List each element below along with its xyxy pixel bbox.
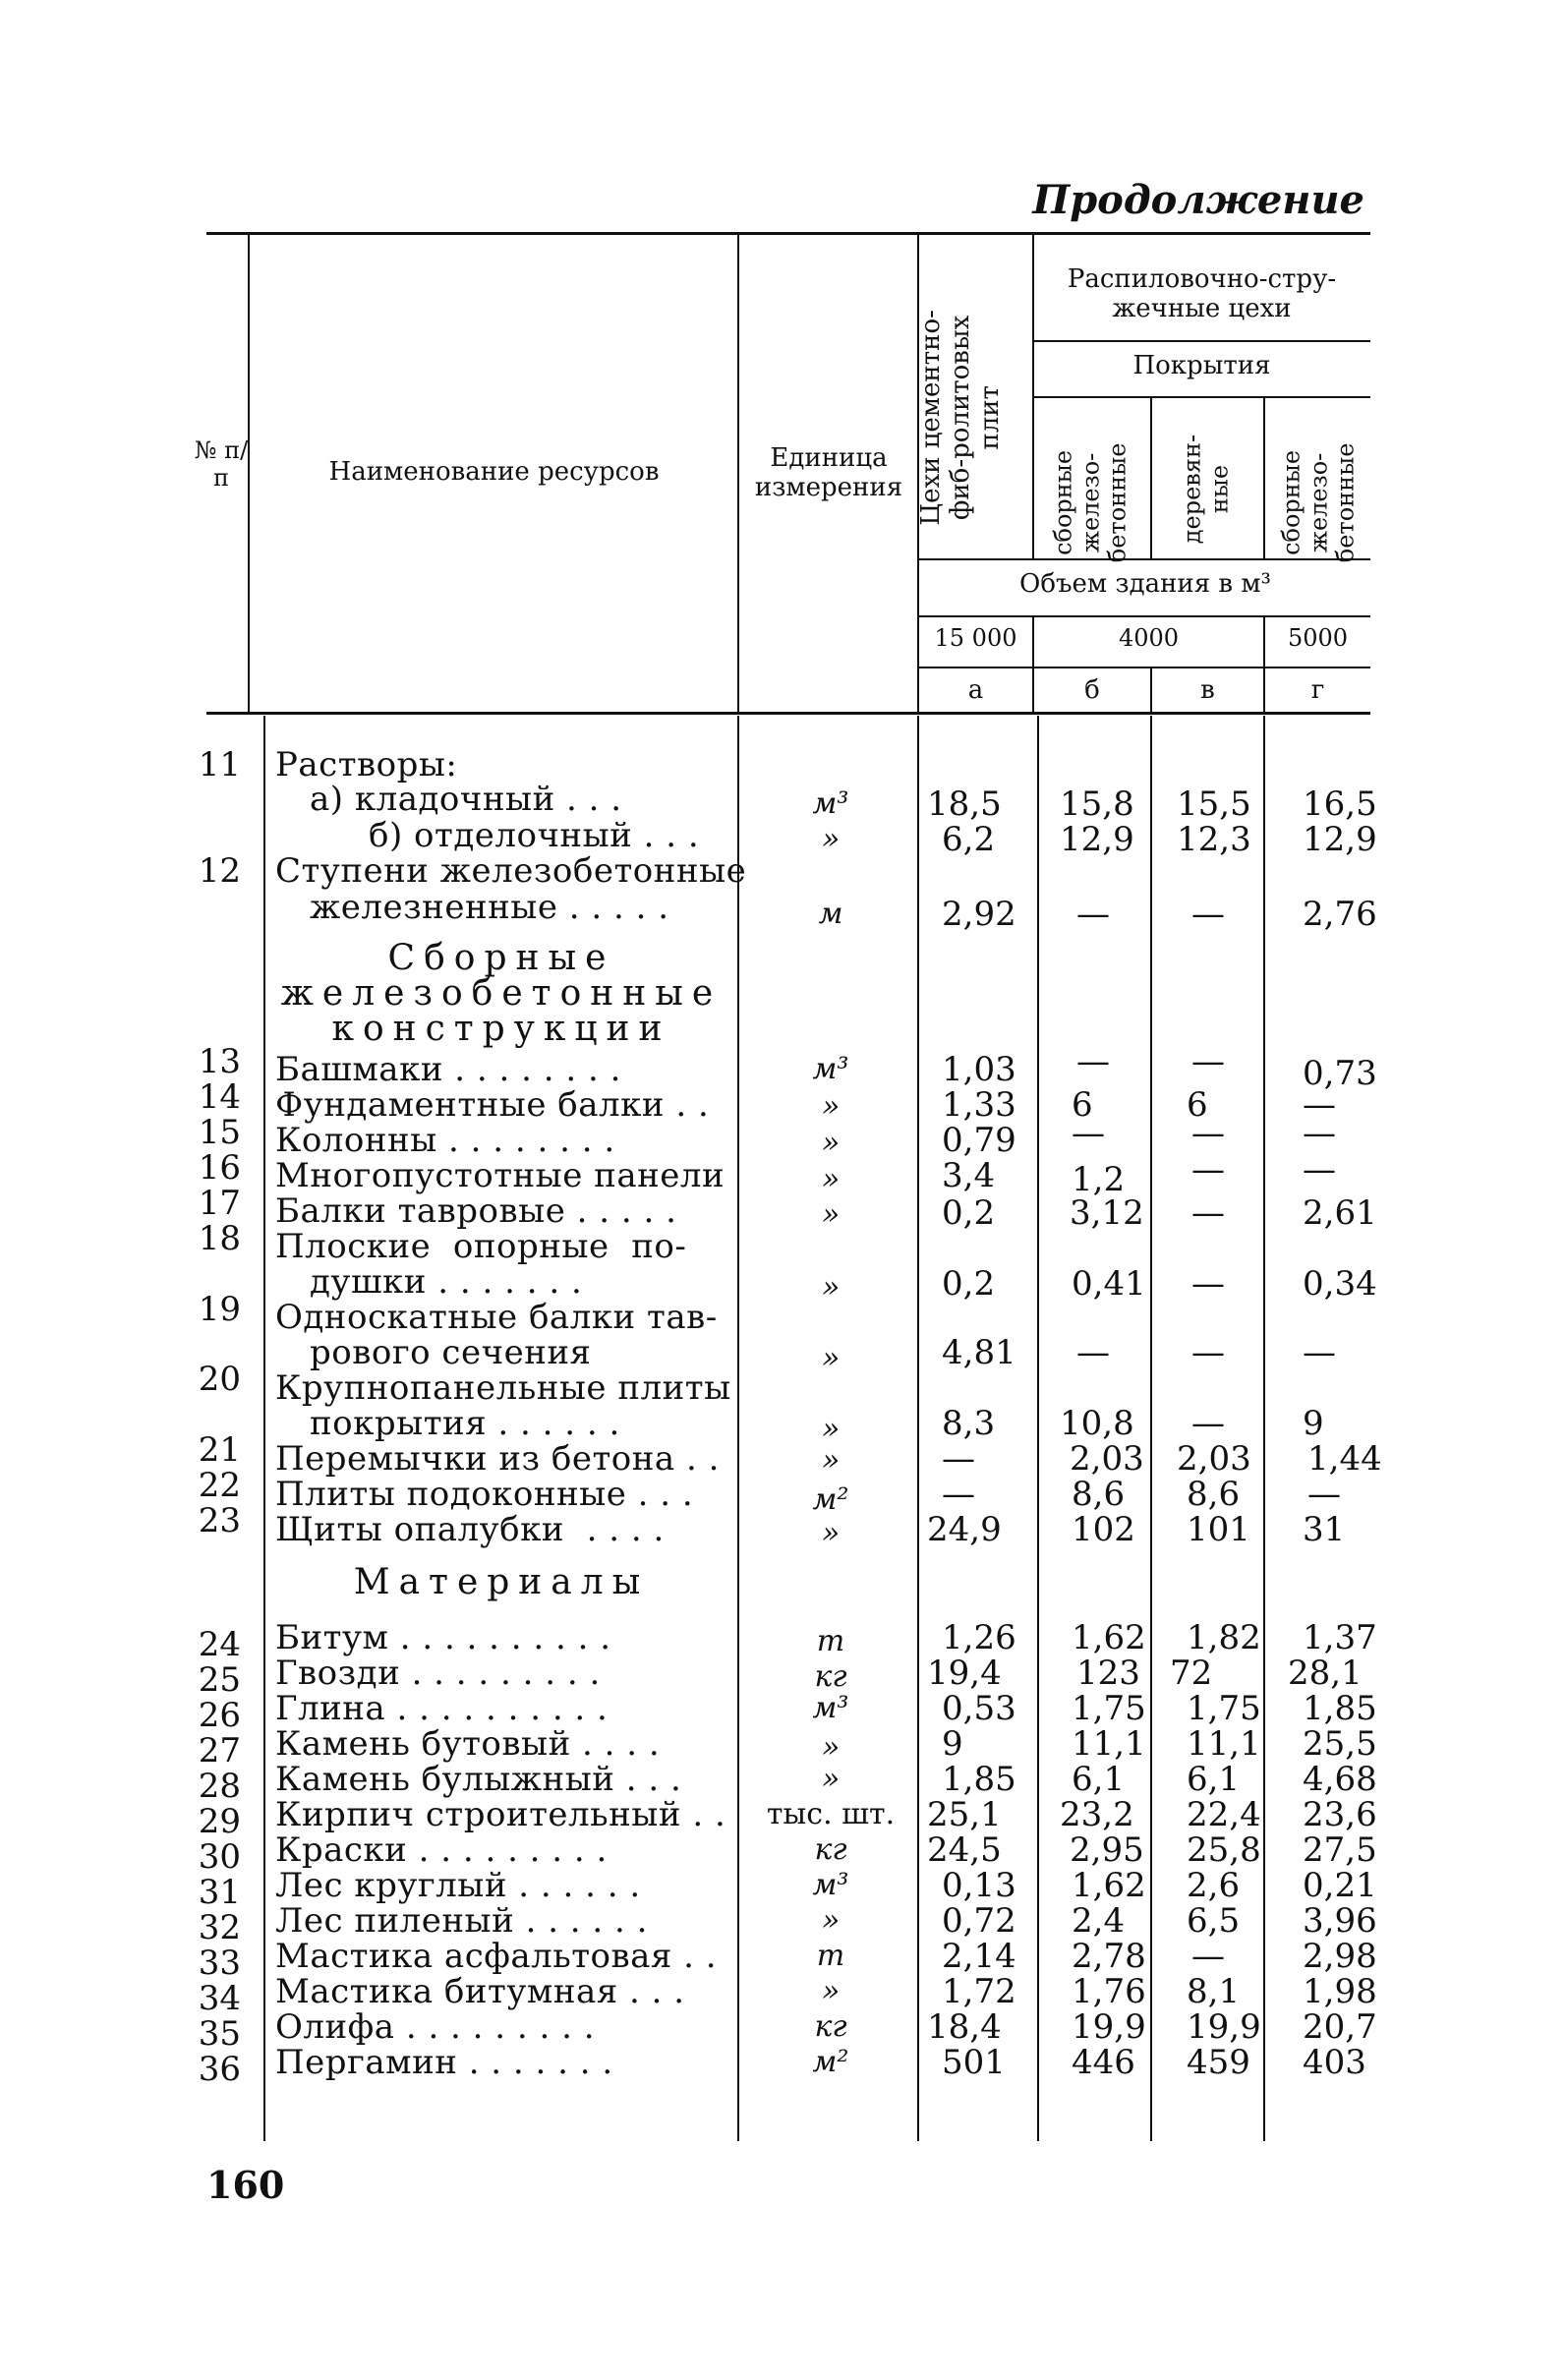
header-col-a: а (967, 675, 984, 705)
body-divider (263, 716, 265, 2141)
row-name: Гвозди . . . . . . . . . (275, 1654, 601, 1693)
row-num: 21 (198, 1430, 241, 1470)
row-val-a: 0,72 (942, 1901, 1016, 1941)
header-vol-bc: 4000 (1118, 624, 1180, 652)
row-val-d: 1,37 (1303, 1618, 1377, 1657)
row-num: 29 (198, 1802, 241, 1841)
row-val-d: 2,61 (1303, 1193, 1377, 1233)
row-val-d: 9 (1303, 1404, 1324, 1443)
row-name: Плиты подоконные . . . (275, 1475, 694, 1514)
header-vol-a: 15 000 (934, 624, 1017, 652)
header-prefab-2: сборные железо-бетонные (1277, 442, 1360, 563)
row-num: 20 (198, 1360, 241, 1399)
row-val-a: 1,33 (942, 1085, 1016, 1125)
row-val-c: — (1191, 1937, 1225, 1976)
row-val-b: 1,76 (1072, 1972, 1146, 2011)
row-num: 14 (198, 1077, 241, 1117)
row-val-d: 0,21 (1303, 1866, 1377, 1905)
row-num: 34 (198, 1979, 241, 2018)
row-val-a: 24,9 (927, 1510, 1002, 1549)
row-unit: кг (814, 1659, 847, 1694)
row-val-c: — (1191, 1193, 1225, 1233)
row-unit: » (821, 1089, 841, 1124)
row-name: б) отделочный . . . (369, 816, 700, 855)
row-val-c: 1,75 (1187, 1689, 1261, 1728)
header-col-b: б (1084, 675, 1100, 705)
row-val-c: 8,6 (1187, 1475, 1241, 1514)
row-val-b: 0,41 (1072, 1264, 1146, 1304)
header-bottom-rule (206, 712, 1370, 715)
row-num: 27 (198, 1731, 241, 1770)
row-val-c: 6,1 (1187, 1760, 1241, 1799)
header-cement-shops: Цехи цементно-фиб-ролитовых плит (916, 310, 1005, 526)
row-val-c: 101 (1187, 1510, 1250, 1549)
row-val-a: 501 (942, 2043, 1006, 2082)
header-sawing-shops: Распиловочно-стру-жечные цехи (1067, 264, 1337, 323)
row-val-a: 19,4 (927, 1654, 1002, 1693)
row-name: Щиты опалубки . . . . (275, 1510, 665, 1549)
row-num: 22 (198, 1466, 241, 1505)
row-val-a: 0,2 (942, 1264, 996, 1304)
row-val-b: 123 (1076, 1654, 1140, 1693)
header-col-d: г (1310, 675, 1325, 705)
row-val-a: 0,53 (942, 1689, 1016, 1728)
section-prefab-line-3: конструкции (331, 1009, 671, 1049)
row-val-b: 2,78 (1072, 1937, 1146, 1976)
row-name: Фундаментные балки . . (275, 1085, 710, 1125)
row-val-c: 19,9 (1187, 2007, 1261, 2047)
row-val-b: — (1072, 1114, 1105, 1153)
body-divider (1150, 716, 1152, 2141)
row-val-d: 27,5 (1303, 1830, 1377, 1870)
row-val-b: 1,62 (1072, 1618, 1146, 1657)
row-unit: » (821, 1516, 841, 1550)
row-name: Плоские опорные по- (275, 1227, 687, 1266)
row-name: Крупнопанельные плиты (275, 1368, 731, 1408)
row-val-d: 1,85 (1303, 1689, 1377, 1728)
row-name: Мастика асфальтовая . . (275, 1937, 718, 1976)
row-val-a: 1,26 (942, 1618, 1016, 1657)
row-num: 11 (198, 745, 241, 784)
row-name: Многопустотные панели (275, 1156, 725, 1195)
row-unit: » (821, 1126, 841, 1160)
row-val-d: 4,68 (1303, 1760, 1377, 1799)
row-val-d: 1,98 (1303, 1972, 1377, 2011)
row-name: рового сечения (310, 1333, 592, 1372)
row-val-a: 8,3 (942, 1404, 996, 1443)
section-materials: Материалы (353, 1562, 650, 1602)
row-num: 30 (198, 1837, 241, 1877)
row-name: Камень бутовый . . . . (275, 1724, 661, 1764)
header-inner-rule (917, 615, 1370, 617)
row-val-a: 0,13 (942, 1866, 1016, 1905)
row-val-b: 23,2 (1060, 1795, 1134, 1834)
header-name: Наименование ресурсов (328, 457, 660, 487)
row-name: Краски . . . . . . . . . (275, 1830, 608, 1870)
row-val-c: — (1191, 895, 1225, 934)
row-val-b: 1,2 (1072, 1160, 1126, 1199)
row-unit: » (821, 1974, 841, 2008)
header-col-c: в (1200, 675, 1215, 705)
row-name: Глина . . . . . . . . . . (275, 1689, 609, 1728)
row-unit: т (816, 1939, 845, 1973)
row-val-c: — (1191, 1042, 1225, 1081)
body-divider (1037, 716, 1039, 2141)
row-val-b: — (1076, 895, 1110, 934)
row-val-d: 23,6 (1303, 1795, 1377, 1834)
row-unit: » (821, 1412, 841, 1446)
row-num: 24 (198, 1625, 241, 1664)
row-val-a: — (942, 1439, 975, 1479)
row-val-b: — (1076, 1042, 1110, 1081)
row-val-a: 3,4 (942, 1156, 996, 1195)
row-num: 31 (198, 1873, 241, 1912)
row-val-c: 6 (1187, 1085, 1208, 1125)
row-val-d: — (1303, 1114, 1336, 1153)
row-name: Олифа . . . . . . . . . (275, 2007, 596, 2047)
row-name: Кирпич строительный . . (275, 1795, 726, 1834)
row-val-d: 0,34 (1303, 1264, 1377, 1304)
row-unit: м (818, 897, 843, 931)
row-val-d: 3,96 (1303, 1901, 1377, 1941)
row-val-d: 2,76 (1303, 895, 1377, 934)
row-name: Колонны . . . . . . . . (275, 1121, 615, 1160)
row-num: 35 (198, 2014, 241, 2054)
row-val-a: 2,14 (942, 1937, 1016, 1976)
row-name: душки . . . . . . . (310, 1262, 583, 1302)
header-inner-rule (1032, 396, 1370, 398)
row-val-c: 72 (1170, 1654, 1213, 1693)
row-num: 12 (198, 851, 241, 891)
row-val-a: 9 (942, 1724, 963, 1764)
row-unit: » (821, 1903, 841, 1938)
row-val-b: 2,03 (1070, 1439, 1144, 1479)
section-prefab-line-1: Сборные (387, 938, 615, 978)
row-num: 13 (198, 1042, 241, 1081)
row-num: 18 (198, 1219, 241, 1258)
row-val-b: — (1076, 1333, 1110, 1372)
header-divider (737, 234, 739, 712)
row-name: Балки тавровые . . . . . (275, 1191, 677, 1231)
row-name: Односкатные балки тав- (275, 1298, 718, 1337)
row-num: 23 (198, 1501, 241, 1540)
row-val-d: 16,5 (1303, 784, 1377, 824)
row-val-d: — (1303, 1085, 1336, 1125)
header-num: № п/п (194, 436, 249, 492)
row-unit: м² (812, 1482, 849, 1517)
row-val-c: 2,03 (1177, 1439, 1251, 1479)
header-prefab-1: сборные железо-бетонные (1049, 442, 1132, 563)
continuation-label: Продолжение (1032, 177, 1364, 223)
row-unit: кг (814, 1832, 847, 1867)
row-val-a: 1,03 (942, 1050, 1016, 1089)
row-val-b: 8,6 (1072, 1475, 1126, 1514)
row-val-b: 3,12 (1070, 1193, 1144, 1233)
row-unit: тыс. шт. (766, 1797, 896, 1831)
row-unit: м³ (812, 1052, 849, 1086)
header-divider (1263, 398, 1265, 558)
header-volume: Объем здания в м³ (1019, 569, 1271, 599)
row-val-b: 1,62 (1072, 1866, 1146, 1905)
row-val-b: 10,8 (1060, 1404, 1134, 1443)
row-val-d: 1,44 (1307, 1439, 1382, 1479)
row-num: 26 (198, 1696, 241, 1735)
row-val-a: 25,1 (927, 1795, 1002, 1834)
row-num: 28 (198, 1767, 241, 1806)
row-val-c: — (1191, 1404, 1225, 1443)
row-num: 36 (198, 2050, 241, 2089)
row-val-b: 6 (1072, 1085, 1093, 1125)
row-val-b: 6,1 (1072, 1760, 1126, 1799)
row-unit: » (821, 1197, 841, 1232)
row-unit: » (821, 1443, 841, 1478)
row-name: Битум . . . . . . . . . . (275, 1618, 611, 1657)
header-divider (1150, 398, 1152, 558)
row-val-d: 0,73 (1303, 1054, 1377, 1093)
row-unit: т (816, 1624, 845, 1658)
row-val-c: 1,82 (1187, 1618, 1261, 1657)
row-val-c: 22,4 (1187, 1795, 1261, 1834)
row-num: 15 (198, 1113, 241, 1152)
row-num: 16 (198, 1148, 241, 1188)
row-val-a: — (942, 1475, 975, 1514)
row-unit: » (821, 1162, 841, 1196)
row-val-d: — (1307, 1475, 1341, 1514)
header-inner-rule (917, 667, 1370, 668)
row-val-c: 12,3 (1177, 820, 1251, 859)
row-val-c: 2,6 (1187, 1866, 1241, 1905)
row-name: Пергамин . . . . . . . (275, 2043, 613, 2082)
row-val-a: 2,92 (942, 895, 1016, 934)
row-val-b: 1,75 (1072, 1689, 1146, 1728)
row-name: покрытия . . . . . . (310, 1404, 620, 1443)
row-val-b: 19,9 (1072, 2007, 1146, 2047)
body-divider (737, 716, 739, 2141)
row-val-c: — (1191, 1150, 1225, 1190)
row-num: 17 (198, 1184, 241, 1223)
page-number: 160 (206, 2163, 285, 2207)
row-val-b: 2,4 (1072, 1901, 1126, 1941)
row-unit: » (821, 1762, 841, 1796)
row-val-a: 0,2 (942, 1193, 996, 1233)
row-val-c: — (1191, 1264, 1225, 1304)
row-val-a: 0,79 (942, 1121, 1016, 1160)
row-unit: » (821, 1270, 841, 1305)
row-name: Мастика битумная . . . (275, 1972, 685, 2011)
row-val-b: 11,1 (1072, 1724, 1146, 1764)
row-val-d: 20,7 (1303, 2007, 1377, 2047)
row-val-b: 12,9 (1060, 820, 1134, 859)
row-val-d: 25,5 (1303, 1724, 1377, 1764)
row-val-a: 1,72 (942, 1972, 1016, 2011)
row-name: железненные . . . . . (310, 888, 669, 927)
row-num: 19 (198, 1290, 241, 1329)
row-name: Лес круглый . . . . . . (275, 1866, 641, 1905)
header-top-rule (206, 232, 1370, 235)
row-val-b: 102 (1072, 1510, 1135, 1549)
row-num: 25 (198, 1660, 241, 1700)
row-unit: м³ (812, 1868, 849, 1902)
row-unit: кг (814, 2009, 847, 2044)
row-val-d: 31 (1303, 1510, 1346, 1549)
row-val-c: 459 (1187, 2043, 1250, 2082)
row-name: Камень булыжный . . . (275, 1760, 682, 1799)
row-val-a: 1,85 (942, 1760, 1016, 1799)
header-roofs: Покрытия (1132, 351, 1271, 380)
header-wooden: деревян-ные (1178, 434, 1233, 545)
row-val-d: — (1303, 1150, 1336, 1190)
row-name: Перемычки из бетона . . (275, 1439, 720, 1479)
row-val-d: 12,9 (1303, 820, 1377, 859)
row-unit: » (821, 1730, 841, 1765)
row-val-a: 24,5 (927, 1830, 1002, 1870)
body-divider (1263, 716, 1265, 2141)
row-val-d: 28,1 (1288, 1654, 1363, 1693)
section-prefab-line-2: железобетонные (280, 973, 723, 1014)
row-num: 33 (198, 1944, 241, 1983)
row-val-c: — (1191, 1333, 1225, 1372)
row-val-d: 2,98 (1303, 1937, 1377, 1976)
row-val-a: 4,81 (942, 1333, 1016, 1372)
header-inner-rule (1032, 340, 1370, 342)
row-val-b: 2,95 (1070, 1830, 1144, 1870)
row-name: Лес пиленый . . . . . . (275, 1901, 648, 1941)
row-name: Башмаки . . . . . . . . (275, 1050, 621, 1089)
header-unit: Единица измерения (754, 443, 903, 502)
row-unit: м³ (812, 786, 849, 821)
row-val-c: 8,1 (1187, 1972, 1241, 2011)
row-num: 32 (198, 1908, 241, 1947)
row-val-a: 18,4 (927, 2007, 1002, 2047)
row-name: а) кладочный . . . (310, 780, 622, 819)
row-name: Растворы: (275, 745, 458, 784)
row-val-c: 25,8 (1187, 1830, 1261, 1870)
row-val-c: 15,5 (1177, 784, 1251, 824)
row-val-a: 6,2 (942, 820, 996, 859)
row-val-b: 15,8 (1060, 784, 1134, 824)
row-val-c: 6,5 (1187, 1901, 1241, 1941)
row-val-c: 11,1 (1187, 1724, 1261, 1764)
row-val-b: 446 (1072, 2043, 1135, 2082)
header-vol-d: 5000 (1287, 624, 1349, 652)
row-unit: м² (812, 2045, 849, 2079)
row-val-c: — (1191, 1114, 1225, 1153)
row-val-d: — (1303, 1333, 1336, 1372)
row-unit: м³ (812, 1691, 849, 1725)
row-val-d: 403 (1303, 2043, 1366, 2082)
row-val-a: 18,5 (927, 784, 1002, 824)
row-unit: » (821, 822, 841, 856)
row-name: Ступени железобетонные (275, 851, 747, 891)
row-unit: » (821, 1341, 841, 1375)
